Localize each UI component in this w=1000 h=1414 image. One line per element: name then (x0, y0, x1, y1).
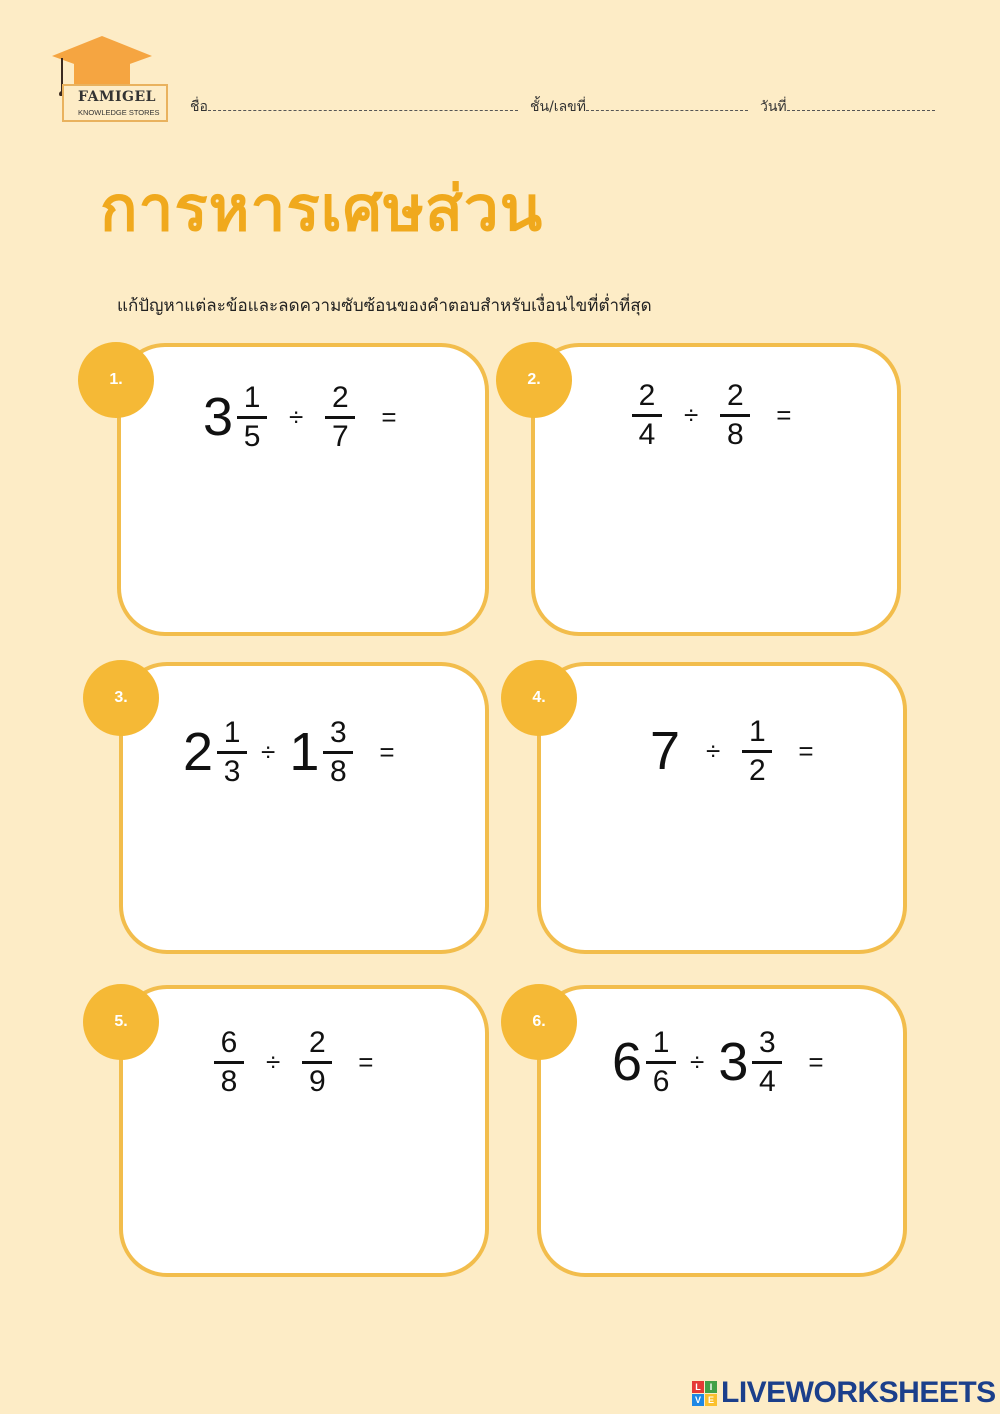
name-field[interactable] (190, 96, 518, 118)
divide-sign: ÷ (261, 736, 276, 767)
fraction (302, 1027, 332, 1097)
icon-letter: L (692, 1381, 704, 1393)
fraction (237, 382, 267, 452)
fraction (752, 1027, 782, 1097)
icon-letter: E (705, 1394, 717, 1406)
icon-letter: V (692, 1394, 704, 1406)
problem-badge-4: 4. (501, 660, 577, 736)
logo-box (62, 84, 168, 122)
problem-expression-6 (612, 1027, 824, 1097)
denominator: 4 (759, 1064, 776, 1098)
name-line (208, 96, 518, 111)
equals-sign: = (381, 401, 397, 432)
divide-sign: ÷ (690, 1046, 705, 1077)
divide-sign: ÷ (684, 399, 699, 430)
fraction-bar (632, 414, 662, 417)
problem-badge-2: 2. (496, 342, 572, 418)
divide-sign: ÷ (706, 735, 721, 766)
fraction (632, 380, 662, 450)
fraction (214, 1027, 244, 1097)
class-label: ชั้น/เลขที่ (530, 99, 586, 115)
fraction (646, 1027, 676, 1097)
problem-badge-5: 5. (83, 984, 159, 1060)
date-line (787, 96, 935, 111)
denominator: 8 (220, 1064, 238, 1098)
whole-number: 1 (289, 722, 320, 782)
logo-name: FAMIGEL (78, 89, 156, 105)
fraction-bar (217, 751, 247, 754)
numerator: 1 (652, 1026, 670, 1059)
problem-card-3[interactable] (119, 662, 489, 954)
fraction-bar (752, 1061, 782, 1064)
fraction-bar (323, 751, 353, 754)
equals-sign: = (379, 736, 395, 767)
fraction-bar (720, 414, 750, 417)
logo-subtitle: KNOWLEDGE STORES (78, 108, 160, 117)
numerator: 1 (223, 716, 241, 749)
denominator: 8 (726, 417, 744, 451)
denominator: 6 (652, 1064, 670, 1098)
liveworksheets-text: LIVEWORKSHEETS (721, 1376, 996, 1409)
fraction-bar (325, 416, 355, 419)
problem-expression-1 (203, 382, 397, 452)
equals-sign: = (776, 399, 792, 430)
fraction-bar (214, 1061, 244, 1064)
numerator: 2 (308, 1026, 326, 1059)
problem-expression-4 (650, 716, 814, 786)
fraction-bar (302, 1061, 332, 1064)
denominator: 3 (223, 754, 241, 788)
denominator: 9 (308, 1064, 326, 1098)
liveworksheets-icon (692, 1381, 717, 1406)
whole-number: 2 (183, 722, 214, 782)
problem-badge-3: 3. (83, 660, 159, 736)
numerator: 2 (638, 379, 656, 412)
divide-sign: ÷ (266, 1046, 281, 1077)
whole-number: 3 (203, 387, 234, 447)
numerator: 2 (726, 379, 744, 412)
date-field[interactable] (760, 96, 935, 118)
whole-number: 3 (718, 1032, 749, 1092)
numerator: 2 (331, 381, 349, 414)
fraction (325, 382, 355, 452)
fraction (323, 717, 353, 787)
date-label: วันที่ (760, 99, 787, 115)
denominator: 2 (748, 753, 766, 787)
fraction (217, 717, 247, 787)
student-info-fields (190, 96, 950, 120)
famigel-logo (52, 36, 172, 128)
problem-expression-2 (632, 380, 791, 450)
liveworksheets-watermark[interactable] (692, 1376, 996, 1410)
fraction-bar (742, 750, 772, 753)
fraction (742, 716, 772, 786)
class-line (586, 96, 748, 111)
icon-letter: I (705, 1381, 717, 1393)
denominator: 8 (330, 754, 347, 788)
problem-badge-6: 6. (501, 984, 577, 1060)
instruction-text: แก้ปัญหาแต่ละข้อและลดความซับซ้อนของคำตอบสำหรับเงื่อนไขที่ต่ำที่สุด (117, 296, 652, 316)
numerator: 6 (220, 1026, 238, 1059)
equals-sign: = (798, 735, 814, 766)
denominator: 4 (638, 417, 656, 451)
numerator: 1 (243, 381, 261, 414)
numerator: 1 (748, 715, 766, 748)
name-label: ชื่อ (190, 99, 208, 115)
fraction-bar (646, 1061, 676, 1064)
page-title: การหารเศษส่วน (100, 172, 544, 245)
problem-badge-1: 1. (78, 342, 154, 418)
divide-sign: ÷ (289, 401, 304, 432)
whole-number: 6 (612, 1032, 643, 1092)
fraction-bar (237, 416, 267, 419)
whole-number: 7 (650, 721, 681, 781)
problem-expression-5 (214, 1027, 373, 1097)
problem-expression-3 (183, 717, 395, 787)
class-field[interactable] (530, 96, 748, 118)
denominator: 5 (243, 419, 261, 453)
numerator: 3 (759, 1026, 776, 1059)
equals-sign: = (808, 1046, 824, 1077)
problem-card-4[interactable] (537, 662, 907, 954)
equals-sign: = (358, 1046, 374, 1077)
numerator: 3 (330, 716, 347, 749)
fraction (720, 380, 750, 450)
denominator: 7 (331, 419, 349, 453)
